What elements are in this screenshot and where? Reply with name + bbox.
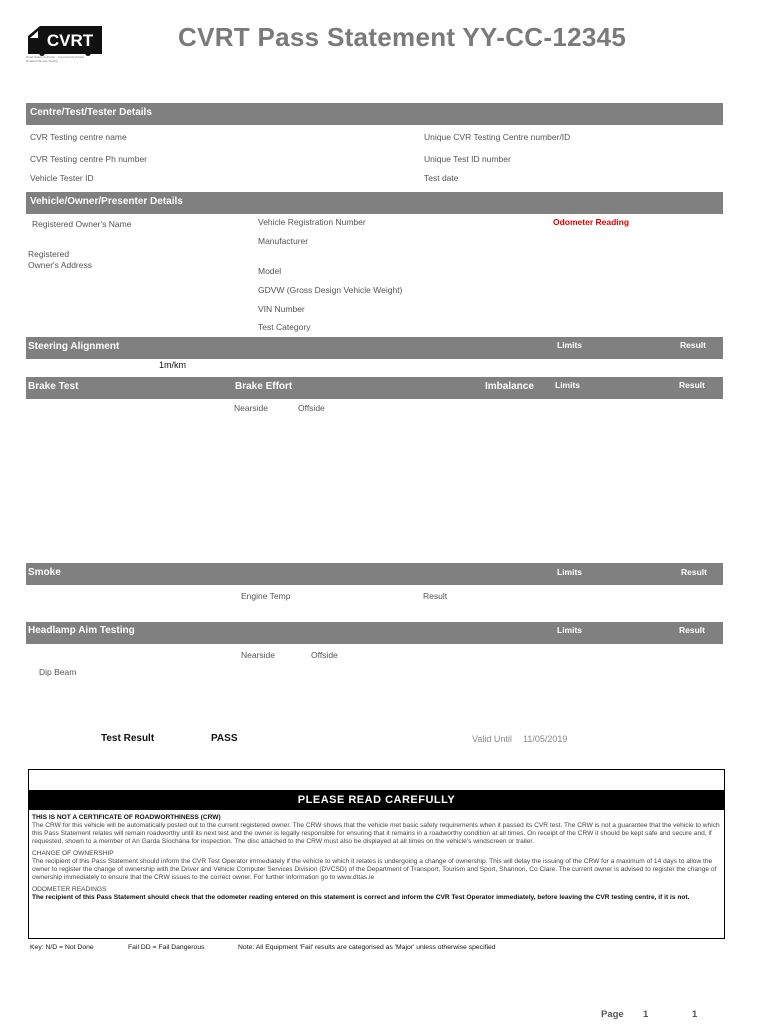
vehicle-section-title: Vehicle/Owner/Presenter Details (30, 196, 183, 207)
brake-result-header: Result (679, 380, 705, 390)
valid-until-date: 11/05/2019 (523, 734, 568, 744)
smoke-result-header: Result (681, 567, 707, 577)
engine-temp-label: Engine Temp (241, 591, 291, 601)
steering-section-bar (26, 337, 723, 359)
centre-name-label: CVR Testing centre name (30, 132, 127, 142)
page-total: 1 (692, 1009, 698, 1020)
odometer-label: Odometer Reading (553, 217, 630, 227)
vehicle-section-bar (26, 192, 723, 214)
ownership-text: The recipient of this Pass Statement should inform the CVR Test Operator immediately if the vehicle to which it relates is undergoing a change of ownership. This will delay the issuing of the CRW for a maximum of 14 days to allow the owner to register the change of ownership with the Driver and Vehicle Computer Services Division (DVCSD) of the Department of Transport, Tourism and Sport, Shannon, Co Clare. The current owner is advised to register the change of ownership immediately to ensure that the CRW issues to the correct owner. For further information go to www.dttas.ie (32, 858, 717, 881)
brake-nearside-label: Nearside (234, 403, 269, 413)
manufacturer-label: Manufacturer (258, 236, 309, 246)
headlamp-section-bar (26, 622, 723, 644)
headlamp-nearside-label: Nearside (241, 650, 276, 660)
registration-label: Vehicle Registration Number (258, 217, 366, 227)
odometer-readings-text: The recipient of this Pass Statement should check that the odometer reading entered on this statement is correct and inform the CVR Test Operator immediately, before leaving the CVR testing centre, if it is not. (32, 894, 690, 901)
valid-until-label: Valid Until (472, 734, 512, 744)
headlamp-offside-label: Offside (311, 650, 338, 660)
category-label: Test Category (258, 322, 311, 332)
steering-unit: 1m/km (159, 360, 186, 370)
svg-text:CVRT: CVRT (46, 31, 94, 50)
gdvw-label: GDVW (Gross Design Vehicle Weight) (258, 285, 403, 295)
brake-imbalance-header: Imbalance (485, 381, 534, 392)
brake-section-bar (26, 377, 723, 399)
smoke-limits-header: Limits (557, 567, 583, 577)
test-result-label: Test Result (101, 733, 155, 744)
owner-name-label: Registered Owner's Name (32, 219, 132, 229)
crw-title: THIS IS NOT A CERTIFICATE OF ROADWORTHINESS (CRW) (32, 814, 221, 821)
headlamp-limits-header: Limits (557, 625, 583, 635)
headlamp-title: Headlamp Aim Testing (28, 625, 135, 636)
truck-logo-icon (26, 22, 104, 56)
test-date-label: Test date (424, 173, 459, 183)
smoke-title: Smoke (28, 567, 61, 578)
notice-box (28, 769, 725, 939)
centre-number-label: Unique CVR Testing Centre number/ID (424, 132, 571, 142)
footer-note: Note: All Equipment 'Fail' results are categorised as 'Major' unless otherwise specified (238, 944, 496, 951)
tester-id-label: Vehicle Tester ID (30, 173, 94, 183)
key-not-done: Key: N/D = Not Done (30, 944, 94, 951)
centre-section-bar (26, 103, 723, 125)
page-label: Page (601, 1009, 624, 1020)
notice-body (32, 814, 720, 906)
crw-text: The CRW for this vehicle will be automatically posted out to the current registered owner. The CRW shows that the vehicle met basic safety requirements when it passed its CVR test. The CRW is not a guarantee that the vehicle to which this Pass Statement relates will remain roadworthy until its next test and the owner is legally responsible for ensuring that it remains in a roadworthy condition at all times. On receipt of the CRW it should be kept safe and secure and, if requested, shown to a member of An Garda Síochána for inspection. The disc attached to the CRW must also be displayed at all times on the vehicle's windscreen or trailer. (32, 822, 720, 845)
headlamp-result-header: Result (679, 625, 705, 635)
page-number: 1 (643, 1009, 649, 1020)
notice-header: PLEASE READ CAREFULLY (29, 790, 724, 810)
model-label: Model (258, 266, 282, 276)
brake-title: Brake Test (28, 381, 79, 392)
vin-label: VIN Number (258, 304, 305, 314)
odometer-readings-title: ODOMETER READINGS (32, 886, 107, 893)
test-result-value: PASS (211, 733, 238, 744)
address-label-line1: Registered (28, 249, 70, 259)
centre-section-title: Centre/Test/Tester Details (30, 107, 152, 118)
brake-offside-label: Offside (298, 403, 325, 413)
steering-title: Steering Alignment (28, 341, 120, 352)
ownership-title: CHANGE OF OWNERSHIP (32, 850, 114, 857)
brake-limits-header: Limits (555, 380, 581, 390)
test-id-label: Unique Test ID number (424, 154, 511, 164)
address-label-line2: Owner's Address (28, 260, 92, 270)
steering-limits-header: Limits (557, 340, 583, 350)
steering-result-header: Result (680, 340, 706, 350)
dip-beam-label: Dip Beam (39, 667, 77, 677)
logo-fine-print: Road Safety Authority · Commercial Vehicle Roadworthiness Testing (26, 55, 85, 63)
page-title: CVRT Pass Statement YY-CC-12345 (178, 22, 627, 52)
key-fail-dangerous: Fail DD = Fail Dangerous (128, 944, 205, 951)
smoke-section-bar (26, 563, 723, 585)
smoke-result-label: Result (423, 591, 448, 601)
centre-phone-label: CVR Testing centre Ph number (30, 154, 148, 164)
brake-effort-header: Brake Effort (235, 381, 293, 392)
